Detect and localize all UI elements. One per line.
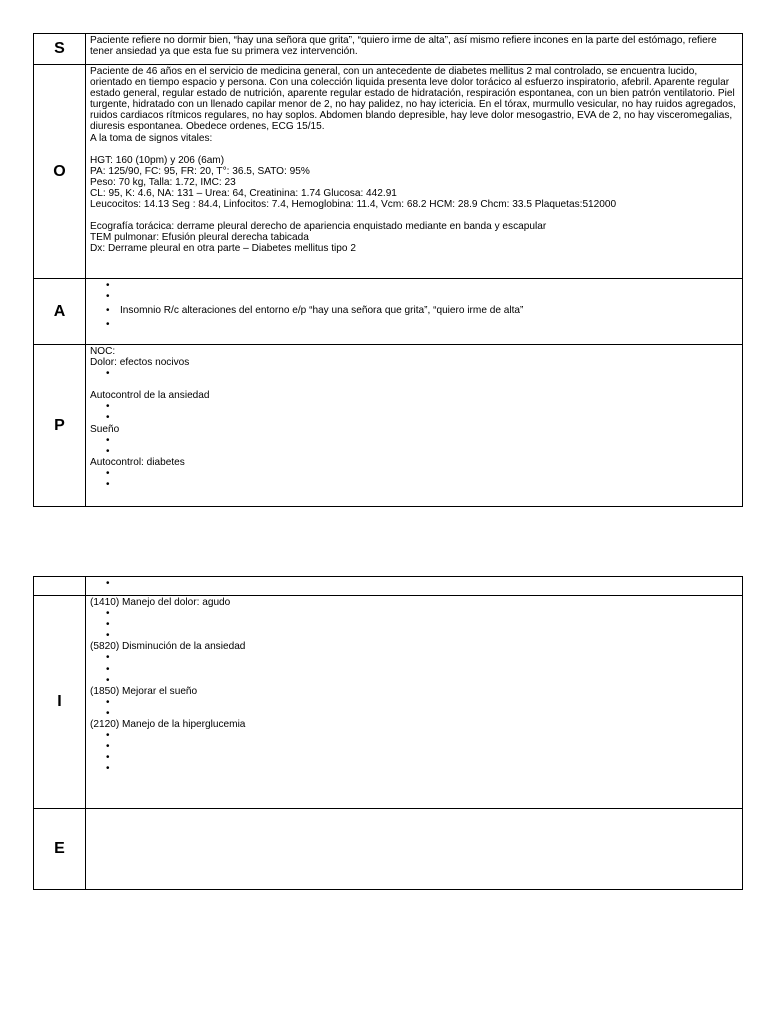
nic-hiperglucemia: (2120) Manejo de la hiperglucemia <box>90 719 246 731</box>
list-item <box>106 675 739 686</box>
row-p <box>34 345 743 507</box>
vitals-title: A la toma de signos vitales: <box>90 132 213 144</box>
intervention-cell <box>86 596 743 809</box>
objective-description: Paciente de 46 años en el servicio de medicina general, con un antecedente de diabetes mellitus 2 mal controlado, se encuentra lucido, orientado en tiempo espacio y persona. Con una colección liquida presenta leve dolor torácico al esfuerzo inspiratorio, afebril. Aparente regular estado general, regular estado de nutrición, aparente regular estado de hidratación, respiración espontanea, con un bien patrón ventilatorio. Piel turgente, hidratado con un llenado capilar menor de 2, no hay palidez, no hay ictericia. En el tórax, murmullo vesicular, no hay ruidos agregados, ruidos cardiacos rítmicos regulares, no hay soplos. Abdomen blando depresible, hay leve dolor mesogastrio, EVA de 2, no hay visceromegalias, diuresis espontanea. Obedece ordenes, ECG 15/15. <box>90 66 736 133</box>
letter-a: A <box>34 279 86 345</box>
noc-label: NOC: <box>90 346 116 357</box>
plan-cell <box>86 345 743 507</box>
row-s <box>34 34 743 65</box>
list-item <box>106 697 739 708</box>
row-o <box>34 65 743 279</box>
continuation-cell <box>86 577 743 596</box>
row-a <box>34 279 743 345</box>
objective-cell <box>86 65 743 279</box>
tem-line: TEM pulmonar: Efusión pleural derecha tabicada <box>90 232 309 244</box>
assessment-list <box>90 280 739 330</box>
leucocitos-line: Leucocitos: 14.13 Seg : 84.4, Linfocitos: 7.4, Hemoglobina: 11.4, Vcm: 68.2 HCM: 28.9 Chcm: 33.5 Plaquetas:512000 <box>90 199 617 211</box>
letter-p: P <box>34 345 86 507</box>
list-item <box>106 291 739 302</box>
list-item <box>106 468 739 479</box>
list-item <box>106 652 739 663</box>
row-i <box>34 596 743 809</box>
subjective-cell <box>86 34 743 65</box>
row-continuation <box>34 577 743 596</box>
list-item <box>106 752 739 763</box>
row-e <box>34 809 743 890</box>
pa-line: PA: 125/90, FC: 95, FR: 20, T°: 36.5, SATO: 95% <box>90 165 310 177</box>
nic-ansiedad: (5820) Disminución de la ansiedad <box>90 641 246 653</box>
ecografia-line: Ecografía torácica: derrame pleural derecho de apariencia enquistado mediante en banda y escapular <box>90 221 547 233</box>
list-item <box>106 319 739 330</box>
list-item <box>106 368 739 379</box>
soap-table-top <box>33 33 743 507</box>
list-item: • Insomnio R/c alteraciones del entorno e/p “hay una señora que grita”, “quiero irme de alta” <box>106 305 739 316</box>
peso-line: Peso: 70 kg, Talla: 1.72, IMC: 23 <box>90 176 236 188</box>
letter-e: E <box>34 809 86 890</box>
nic-dolor: (1410) Manejo del dolor: agudo <box>90 597 231 608</box>
list-item <box>106 435 739 446</box>
noc-sueno: Sueño <box>90 423 120 435</box>
list-item <box>106 608 739 619</box>
assessment-cell <box>86 279 743 345</box>
subjective-text: Paciente refiere no dormir bien, “hay una señora que grita”, “quiero irme de alta”, así mismo refiere incones en la parte del estómago, refiere tener ansiedad ya que esta fue su primera vez intervención. <box>90 35 717 58</box>
evaluation-cell <box>86 809 743 890</box>
list-item <box>106 730 739 741</box>
dx-line: Dx: Derrame pleural en otra parte – Diabetes mellitus tipo 2 <box>90 243 356 255</box>
list-item <box>106 479 739 490</box>
list-item <box>106 741 739 752</box>
list-item <box>106 630 739 641</box>
letter-i: I <box>34 596 86 809</box>
list-item <box>106 708 739 719</box>
list-item <box>106 401 739 412</box>
noc-diabetes: Autocontrol: diabetes <box>90 456 185 468</box>
list-item <box>106 578 739 589</box>
hgt-line: HGT: 160 (10pm) y 206 (6am) <box>90 154 225 166</box>
soap-table-bottom <box>33 576 743 890</box>
list-item <box>106 412 739 423</box>
letter-blank <box>34 577 86 596</box>
list-item <box>106 664 739 675</box>
letter-s: S <box>34 34 86 65</box>
list-item <box>106 763 739 774</box>
cl-line: CL: 95, K: 4.6, NA: 131 – Urea: 64, Creatinina: 1.74 Glucosa: 442.91 <box>90 187 397 199</box>
letter-o: O <box>34 65 86 279</box>
list-item <box>106 280 739 291</box>
nic-sueno: (1850) Mejorar el sueño <box>90 685 198 697</box>
list-item <box>106 619 739 630</box>
noc-ansiedad: Autocontrol de la ansiedad <box>90 390 210 402</box>
list-item <box>106 446 739 457</box>
noc-dolor: Dolor: efectos nocivos <box>90 357 190 369</box>
